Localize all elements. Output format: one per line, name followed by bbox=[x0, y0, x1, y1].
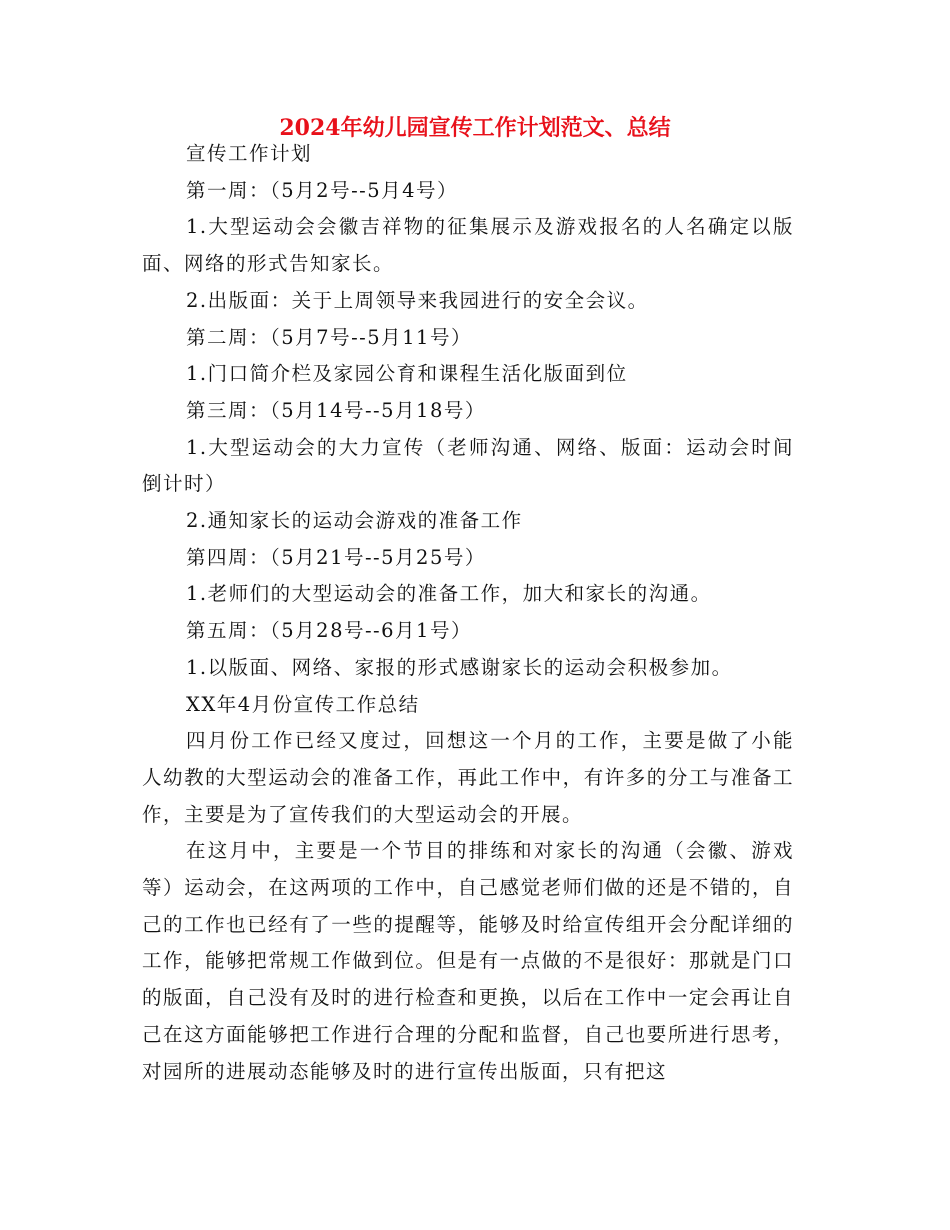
document-body bbox=[142, 136, 794, 1090]
paragraph-week-3-item-2: 2.通知家长的运动会游戏的准备工作 bbox=[186, 509, 523, 533]
paragraph-week-3-item-1: 1.大型运动会的大力宣传（老师沟通、网络、版面：运动会时间倒计时） bbox=[142, 435, 794, 496]
paragraph-week-3: 第三周：（5月14号--5月18号） bbox=[186, 398, 486, 422]
paragraph-week-1-item-1: 1.大型运动会会徽吉祥物的征集展示及游戏报名的人名确定以版面、网络的形式告知家长。 bbox=[142, 215, 794, 276]
paragraph-heading-summary: XX年4月份宣传工作总结 bbox=[186, 692, 420, 716]
paragraph-week-4-item-1: 1.老师们的大型运动会的准备工作，加大和家长的沟通。 bbox=[186, 582, 712, 606]
paragraph-week-5-item-1: 1.以版面、网络、家报的形式感谢家长的运动会积极参加。 bbox=[186, 655, 733, 679]
paragraph-week-1-item-2: 2.出版面：关于上周领导来我园进行的安全会议。 bbox=[186, 288, 649, 312]
paragraph-week-5: 第五周：（5月28号--6月1号） bbox=[186, 619, 472, 643]
paragraph-week-2-item-1: 1.门口简介栏及家园公育和课程生活化版面到位 bbox=[186, 362, 628, 386]
paragraph-summary-2: 在这月中，主要是一个节目的排练和对家长的沟通（会徽、游戏等）运动会，在这两项的工作中，自己感觉老师们做的还是不错的，自己的工作也已经有了一些的提醒等，能够及时给宣传组开会分配详细的工作，能够把常规工作做到位。但是有一点做的不是很好：那就是门口的版面，自己没有及时的进行检查和更换，以后在工作中一定会再让自己在这方面能够把工作进行合理的分配和监督，自己也要所进行思考，对园所的进展动态能够及时的进行宣传出版面，只有把这 bbox=[142, 839, 794, 1083]
document-title: 2024年幼儿园宣传工作计划范文、总结 bbox=[279, 115, 671, 141]
paragraph-week-1: 第一周：（5月2号--5月4号） bbox=[186, 178, 459, 202]
paragraph-heading-plan: 宣传工作计划 bbox=[186, 142, 313, 165]
paragraph-week-4: 第四周：（5月21号--5月25号） bbox=[186, 545, 486, 569]
paragraph-week-2: 第二周：（5月7号--5月11号） bbox=[186, 325, 472, 349]
paragraph-summary-1: 四月份工作已经又度过，回想这一个月的工作，主要是做了小能人幼教的大型运动会的准备工作，再此工作中，有许多的分工与准备工作，主要是为了宣传我们的大型运动会的开展。 bbox=[142, 729, 794, 826]
